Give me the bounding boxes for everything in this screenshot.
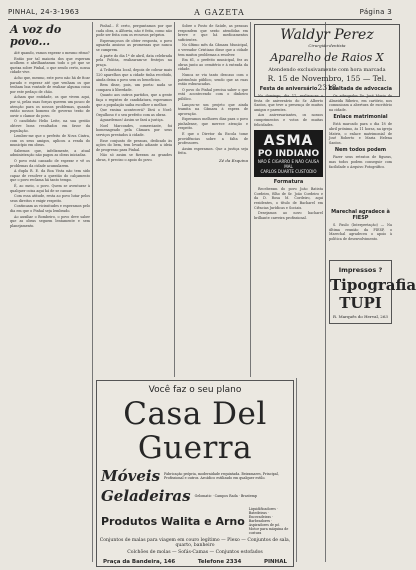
- paragraph: Fazer seus retratos de figuras, mas todos podem conseguir com facilidade o Arquivo Fotográfico.: [329, 155, 392, 169]
- article-title: Marechal agradece à FIESP: [331, 209, 390, 222]
- author-signature: Zé da Esquina: [219, 158, 248, 164]
- article-title: Exaltada de advocacia: [329, 86, 392, 92]
- header-rule: [8, 19, 392, 20]
- casa-del-guerra-ad: [96, 380, 294, 567]
- column-rule: [296, 378, 297, 562]
- column-4-body: [254, 84, 323, 376]
- ad-tagline: NÃO É CIGARRO E NÃO CAUSA MAL: [257, 159, 320, 170]
- paragraph: Que ensina acontecerá? Dirá o Noel: Orgulhoso é o seu prefeito com as obras.: [96, 108, 172, 117]
- paragraph: No domingo, dia 17, realizou-se a festa de aniversário do Sr. Alberto Santos, que teve a presença de muitos amigos e parentes.: [254, 94, 323, 112]
- article-title: Formatura: [273, 179, 304, 186]
- ad-category-desc: Liquidificadores · Batedeiras · Enceradeiras · Barbeadores · Aspiradores de pó. Motor para máquina de costura: [248, 507, 289, 535]
- paragraph: Em 61, o prefeito municipal, fez as obras junto ao cemitério e à entrada da cidade.: [178, 58, 248, 72]
- column-1: [10, 24, 90, 562]
- ad-category: Geladeiras: [101, 487, 191, 505]
- ad-role: Cirurgião-dentista: [308, 43, 346, 48]
- paragraph: Desejamos ao novo bacharel brilhante carreira profissional.: [254, 211, 323, 220]
- date-line: PINHAL, 24-3-1963: [8, 8, 80, 16]
- paragraph: A parte do dia 1º de abril, data celebrada pela Polícia, realizaram-se festejos na praça.: [96, 53, 172, 67]
- article-body: [10, 51, 90, 228]
- paragraph: Então por tal maioria dos que esperam acolhem e abrilhantaram todo o pé que se queixa sobre Pinhal, o que sendo certo, nossa cidade vive.: [10, 56, 90, 75]
- paragraph: Continuam as vicissitudes e esperamos pelo dia em que o Pinhal seja lembrado.: [10, 204, 90, 213]
- paragraph: O candidato Helio Leite, na sua gestão obteve bons resultados em favor da população.: [10, 119, 90, 133]
- ad-tagline: Você faz o seu plano: [148, 385, 242, 395]
- article-title: Festa de aniversário: [259, 86, 318, 92]
- paragraph: Bem disse, pois, um poeta: nada se compara à liberdade.: [96, 83, 172, 92]
- ad-phone: Telefone 2334: [197, 559, 242, 565]
- paragraph: Lembro-me que o prefeito de Nova Cintra, com os seus amigos, aplicou a renda do município em obras.: [10, 134, 90, 148]
- paragraph: Assim esperamos. Que a justiça seja feita.: [178, 146, 248, 156]
- article-body: [178, 24, 248, 156]
- newspaper-name: A GAZETA: [194, 7, 245, 17]
- paragraph: Acho que, mesmo, este povo não há de ficar parado e esperar até que venham os que tenham boa vontade de realizar alguma coisa por este pedaço de chão.: [10, 75, 90, 94]
- paragraph: S. Paulo (Interpretação) — Na última reunião da FIESP, o Marechal agradeceu o apoio à política de desenvolvimento.: [329, 223, 392, 241]
- paragraph: O povo está cansado de esperar e vê os problemas da cidade acumularem.: [10, 159, 90, 168]
- tipografia-ad: [329, 260, 416, 324]
- ad-contact: [103, 559, 287, 565]
- paragraph: Nunca se viu tanto descaso com o patrimônio público, sendo que as ruas estão esburacadas.: [178, 72, 248, 87]
- column-2: [96, 24, 172, 376]
- page-number: Página 3: [359, 8, 392, 16]
- ad-category: Produtos Walita e Arno: [101, 514, 245, 528]
- paragraph: Ao auxiliar o Bombeiro, o povo deve saber que as obras seguem lentamente e sem planejamento.: [10, 214, 90, 228]
- article-title: A voz do povo...: [10, 23, 62, 48]
- column-rule: [174, 22, 175, 377]
- column-rule: [92, 22, 93, 562]
- masthead: [8, 6, 392, 18]
- paragraph: No último mês da Câmara Municipal, o vereador Cristiano disse que a cidade tem muitos problemas a resolver.: [178, 43, 248, 57]
- paragraph: Aos aniversariantes, os nossos cumprimentos e votos de muitas felicidades.: [254, 113, 323, 127]
- paragraph: Sobre o Posto de Saúde, as pessoas respondem que serão atendidas em breve e que há medicamentos suficientes.: [178, 24, 248, 42]
- article-title: Enlace matrimonial: [333, 114, 388, 121]
- ad-address: Praça da Bandeira, 146: [103, 559, 176, 565]
- ad-store-name: Casa Del Guerra: [123, 396, 267, 466]
- ad-category-desc: Gelomatic · Campos Rada · Brastemp: [194, 494, 258, 498]
- ad-row-geladeiras: [101, 487, 289, 505]
- paragraph: Noel Marcondes, comerciante, foi homenageado pela Câmara por seus serviços prestados à cidade.: [96, 123, 172, 138]
- ad-headline: ASMA: [263, 133, 314, 150]
- article-body: [96, 24, 172, 163]
- paragraph: Até quando, vamos esperar o mesmo ritmo?: [14, 51, 90, 55]
- column-5: [329, 84, 416, 562]
- ad-category-desc: Fabricação própria, modernidade requintada. Beiramares, Principal, Profissional e outros. Arcádico estilizado em qualquer estilo.: [164, 472, 279, 480]
- ad-footer: CARLOS DUARTE CUSTODIO: [260, 169, 317, 175]
- paragraph: Os advogados Dr. José Maria de Almeida Ribeiro, em cartório, nos comunicam a abertura de escritório na cidade.: [329, 94, 392, 112]
- asma-ad: [254, 130, 323, 177]
- paragraph: Quanto aos outros partidos, que a gente faça o registro de candidatura, esperamos que a população saiba escolher o melhor.: [96, 93, 172, 107]
- paragraph: Lançou-se um projeto que ainda tramita na Câmara à espera de aprovação.: [178, 102, 248, 116]
- ad-hours: Atendendo exclusivamente com hora marcada: [268, 67, 386, 73]
- paragraph: Esperamos melhores dias para o povo pinhalense, que merece atenção e respeito.: [178, 117, 248, 131]
- ad-row-produtos: [101, 507, 289, 535]
- ad-headline: Impressos ?: [338, 265, 383, 274]
- ad-category: Móveis: [101, 467, 161, 485]
- ad-name: Tipografia TUPI: [330, 275, 416, 312]
- ad-row-moveis: [101, 467, 289, 485]
- ad-city: PINHAL: [263, 559, 287, 565]
- paragraph: O povo do Pinhal precisa saber o que está acontecendo com o dinheiro público.: [178, 87, 248, 101]
- column-3: [178, 24, 248, 376]
- paragraph: E que o Diretor da Escola tome providências sobre a falta de professores.: [178, 132, 248, 146]
- ad-address: R. 15 de Novembro, 155 — Tel. 2318: [267, 74, 387, 92]
- paragraph: Pinhal... É certo, perguntamos por que cada obra, a Alforria, não é feita, como não pode ser feita com os recursos próprios.: [96, 24, 172, 38]
- column-rule: [325, 22, 326, 562]
- paragraph: Esperançosos de obter resposta, o povo aguarda ansioso as promessas que nunca se cumprem.: [96, 38, 172, 52]
- ad-address: R. Marquês do Herval, 263: [333, 313, 388, 319]
- paragraph: A dupla R. E. da Boa Vista não tem sido capaz de resolver a questão do calçamento que o povo reclama há tanto tempo.: [10, 169, 90, 183]
- paragraph: Aguardemos! Assim se fará a justiça.: [100, 118, 164, 123]
- ad-footer-line: Colchões de molas — Sofás-Camas — Conjuntos estofados: [127, 550, 263, 555]
- paragraph: Receberam do povo João Batista Cordeiro, filho de Sr. João Cordeiro e da D. Rosa M. Cordeiro, aqui residentes, o título de Bacharel em Ciências Jurídicas e Sociais.: [254, 187, 323, 210]
- paragraph: É, ao meio, o povo. Quem se aventurar à qualquer coisa aqui há de se cansar.: [10, 184, 90, 193]
- article-body: [254, 187, 323, 220]
- paragraph: Sabemos que, infelizmente, a atual administração não pagou as obras iniciadas.: [10, 148, 90, 158]
- ad-product: PO INDIANO: [257, 149, 320, 160]
- paragraph: A Tributária local, depois de cobrar mais 120 aparelhos que a cidade tinha recebido, ainda deixa o povo sem os benefícios.: [96, 68, 172, 82]
- ad-service: Aparelho de Raios X: [270, 51, 384, 64]
- paragraph: Acham que entidade, os que vivem aqui, por si, pelas suas forças querem um pouco de atenção para os nossos problemas, quando então nossos homens de governo terão de ouvir o clamor do povo.: [10, 95, 90, 118]
- ad-name: Waldyr Perez: [280, 27, 374, 43]
- column-rule: [250, 22, 251, 377]
- article-title: Nem todos podem: [334, 147, 387, 154]
- paragraph: Não só assim se fizeram as grandes obras, é preciso o apoio do povo.: [96, 153, 172, 163]
- paragraph: Esse conjunto de pessoas, dedicado às ações do bem, tem levado adiante a ideia de progresso para Pinhal.: [96, 138, 172, 152]
- ad-footer-line: Conjuntos de malas para viagem em couro legítimo — Plexo — Conjuntos de sala, quarto, banheiro: [99, 538, 291, 548]
- paragraph: Com essa atitude, resta ao povo lutar pelos seus direitos e exigir respeito.: [10, 194, 90, 203]
- article-body: [254, 94, 323, 127]
- paragraph: Está marcado para o dia 18 de abril próximo, às 11 horas, na igreja Matriz, o enlace matrimonial de José Roberto e Maria Helena Santos.: [329, 122, 392, 145]
